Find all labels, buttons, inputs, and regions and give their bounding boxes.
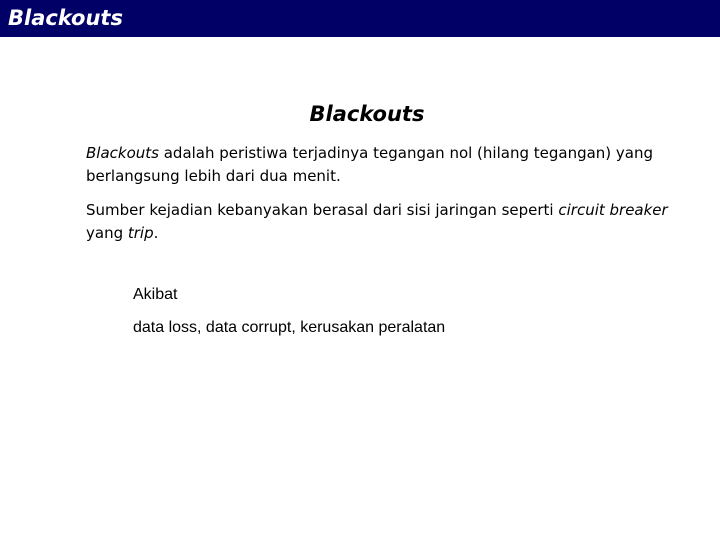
definition-term: Blackouts [86,144,159,162]
source-text-b: yang [86,224,128,242]
content-heading: Blackouts [309,102,425,126]
title-bar [0,0,720,37]
source-text-c: . [153,224,159,242]
source-term-circuit-breaker: circuit breaker [558,201,668,219]
definition-text: adalah peristiwa terjadinya tegangan nol (hilang tegangan) yang berlangsung lebih dari dua menit. [86,144,654,185]
source-term-trip: trip [127,224,154,242]
effect-label: Akibat [133,286,178,303]
slide-title: Blackouts [8,6,123,30]
effect-text: data loss, data corrupt, kerusakan peralatan [133,319,446,336]
source-paragraph [86,199,686,245]
definition-paragraph [86,142,686,188]
source-text-a: Sumber kejadian kebanyakan berasal dari sisi jaringan seperti [86,201,559,219]
